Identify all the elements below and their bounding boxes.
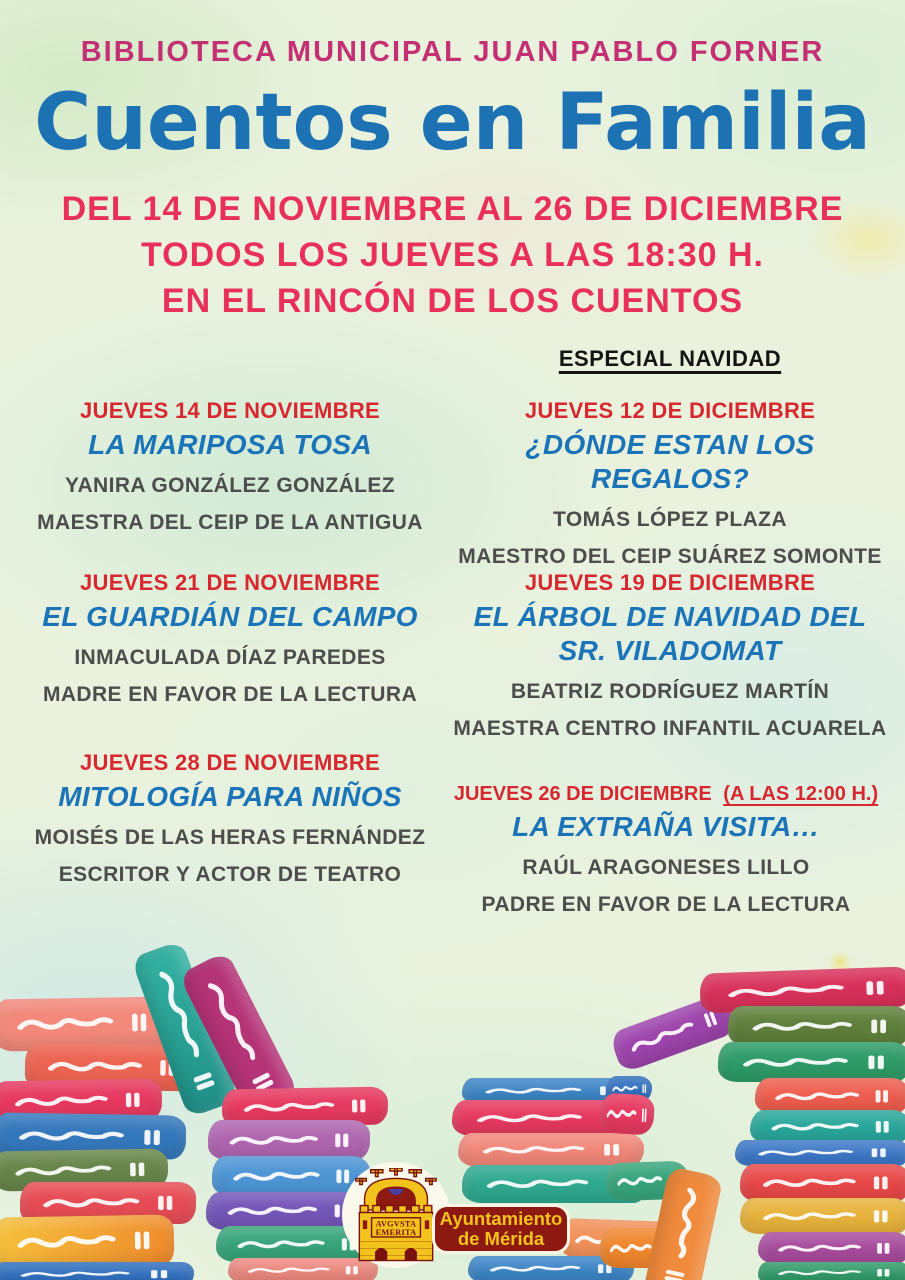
event-november-21 [15, 570, 445, 707]
event-presenter: BEATRIZ RODRÍGUEZ MARTÍN [510, 680, 830, 703]
spine-doodle [39, 1054, 184, 1080]
event-title: EL GUARDIÁN DEL CAMPO [42, 601, 418, 632]
book-illustration [758, 1262, 905, 1280]
event-date: JUEVES 12 DE DICIEMBRE [524, 398, 816, 423]
schedule-line-2: TODOS LOS JUEVES A LAS 18:30 H. [140, 236, 764, 274]
spine-doodle [8, 1227, 160, 1257]
spine-doodle [733, 1052, 894, 1073]
spine-doodle [754, 1173, 897, 1193]
event-december-12 [450, 398, 890, 569]
event-date: JUEVES 28 DE NOVIEMBRE [79, 750, 381, 775]
event-november-14 [15, 398, 445, 535]
book-illustration [758, 1232, 905, 1264]
book-illustration [728, 1006, 905, 1046]
event-title: MITOLOGÍA PARA NIÑOS [58, 781, 402, 812]
poster-title: Cuentos en Familia [34, 78, 871, 168]
spine-doodle [221, 1130, 357, 1151]
event-date: JUEVES 14 DE NOVIEMBRE [79, 398, 381, 423]
event-time-note: (A LAS 12:00 H.) [723, 783, 879, 805]
spine-doodle [34, 1192, 182, 1214]
spine-doodle [5, 1089, 148, 1113]
event-presenter-role: ESCRITOR Y ACTOR DE TEATRO [58, 863, 402, 886]
spine-doodle [717, 976, 896, 1003]
emblem-text-line-1: AVGVSTA [375, 1219, 417, 1229]
event-title: LA MARIPOSA TOSA [88, 429, 372, 460]
augusta-emerita-emblem [352, 1168, 440, 1264]
spine-doodle [770, 1240, 898, 1257]
emblem-text-line-2: EMERITA [375, 1228, 417, 1238]
event-presenter: RAÚL ARAGONESES LILLO [522, 856, 810, 879]
event-presenter-role: MADRE EN FAVOR DE LA LECTURA [42, 683, 418, 706]
library-name: BIBLIOTECA MUNICIPAL JUAN PABLO FORNER [80, 36, 825, 68]
spine-doodle [749, 1146, 895, 1160]
ayuntamiento-de-merida-logo [340, 1160, 580, 1270]
spine-doodle [658, 1179, 709, 1280]
spine-doodle [476, 1084, 624, 1098]
event-presenter: INMACULADA DÍAZ PAREDES [74, 646, 386, 669]
event-presenter-role: MAESTRA CENTRO INFANTIL ACUARELA [453, 717, 887, 740]
badge-org-line-1: Ayuntamiento [439, 1208, 563, 1229]
spine-doodle [473, 1141, 629, 1159]
book-illustration [735, 1140, 905, 1166]
spine-doodle [763, 1118, 897, 1136]
spine-doodle [10, 1268, 178, 1280]
event-date-line [432, 783, 900, 806]
event-title: EL ÁRBOL DE NAVIDAD DEL SR. VILADOMAT [473, 601, 867, 666]
schedule-line-1: DEL 14 DE NOVIEMBRE AL 26 DE DICIEMBRE [61, 190, 844, 228]
event-presenter-role: MAESTRO DEL CEIP SUÁREZ SOMONTE [458, 545, 882, 568]
spine-doodle [770, 1267, 898, 1278]
book-illustration [740, 1164, 905, 1202]
spine-doodle [225, 1166, 358, 1187]
spine-doodle [219, 1201, 357, 1221]
event-presenter: TOMÁS LÓPEZ PLAZA [553, 508, 787, 531]
event-december-19 [450, 570, 890, 741]
spine-doodle [621, 1005, 725, 1061]
special-navidad-heading: ESPECIAL NAVIDAD [558, 346, 782, 371]
badge-org-line-2: de Mérida [457, 1228, 545, 1249]
book-illustration [718, 1042, 905, 1082]
event-presenter-role: MAESTRA DEL CEIP DE LA ANTIGUA [37, 511, 423, 534]
event-date: JUEVES 21 DE NOVIEMBRE [79, 570, 381, 595]
event-presenter: YANIRA GONZÁLEZ GONZÁLEZ [64, 474, 396, 497]
spine-doodle [8, 1009, 156, 1039]
spine-doodle [6, 1158, 154, 1181]
spine-doodle [754, 1207, 897, 1226]
book-illustration [599, 1093, 655, 1136]
event-december-26 [432, 783, 900, 917]
event-november-28 [10, 750, 450, 887]
spine-doodle [743, 1016, 896, 1037]
book-illustration [208, 1120, 370, 1160]
book-illustration [740, 1198, 905, 1234]
event-title: LA EXTRAÑA VISITA… [512, 811, 820, 842]
book-illustration [755, 1078, 905, 1114]
spine-doodle [604, 1102, 650, 1125]
event-presenter: MOISÉS DE LAS HERAS FERNÁNDEZ [34, 826, 426, 849]
event-title: ¿DÓNDE ESTAN LOS REGALOS? [525, 429, 815, 494]
event-date: JUEVES 19 DE DICIEMBRE [524, 570, 816, 595]
book-illustration [0, 1262, 194, 1280]
ayuntamiento-badge [432, 1204, 570, 1254]
spine-doodle [9, 1123, 171, 1149]
event-date: JUEVES 26 DE DICIEMBRE [453, 783, 712, 805]
book-illustration [750, 1110, 905, 1144]
schedule-line-3: EN EL RINCÓN DE LOS CUENTOS [161, 282, 744, 320]
spine-doodle [767, 1087, 896, 1106]
event-presenter-role: PADRE EN FAVOR DE LA LECTURA [481, 893, 851, 916]
spine-doodle [235, 1096, 375, 1118]
